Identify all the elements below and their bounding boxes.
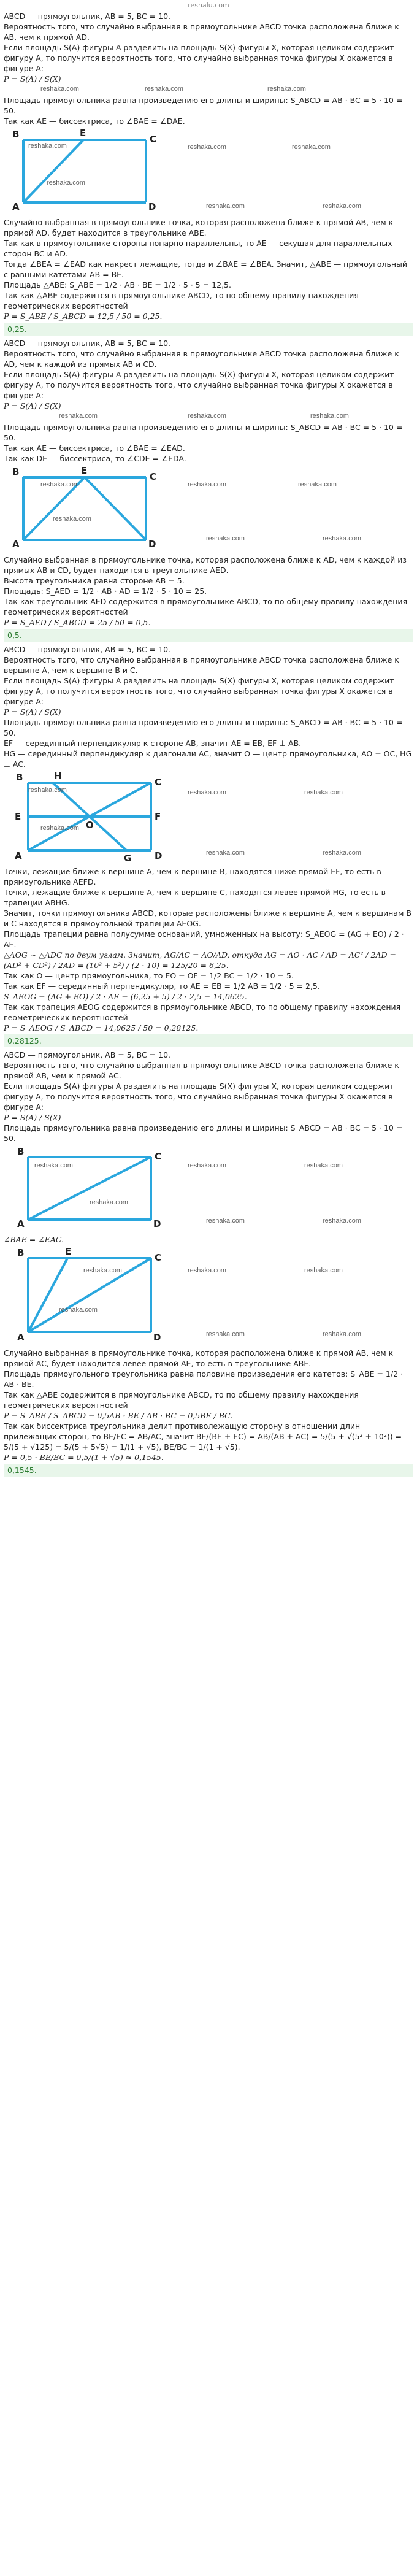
label-a: A: [12, 201, 20, 212]
label-c: C: [155, 1252, 162, 1263]
text: Так как △ABE содержится в прямоугольнике ABCD, то по общему правилу нахождения геометрических вероятностей: [4, 1390, 359, 1410]
text: Вероятность того, что случайно выбранная в прямоугольнике ABCD точка расположена ближе к AB, чем к прямой AD.: [4, 22, 399, 42]
text: Площадь прямоугольного треугольника равна половине произведения его катетов: S_ABE = 1/2 · AB · BE.: [4, 1369, 403, 1389]
label-g: G: [124, 853, 132, 864]
figure-rectangle-perpendiculars: [4, 772, 413, 864]
text: ABCD — прямоугольник, AB = 5, BC = 10.: [4, 1050, 171, 1059]
label-d: D: [153, 1218, 161, 1229]
watermark: reshaka.com: [304, 1267, 343, 1274]
watermark: reshaka.com: [267, 85, 306, 93]
watermark: reshaka.com: [206, 849, 245, 856]
text: Так как EF — серединный перпендикуляр, то AE = EB = 1/2 AB = 1/2 · 5 = 2,5.: [4, 982, 320, 991]
watermark: reshaka.com: [206, 535, 245, 542]
formula: S_AEOG = (AG + EO) / 2 · AE = (6,25 + 5) / 2 · 2,5 = 14,0625.: [4, 992, 247, 1001]
text: Если площадь S(A) фигуры A разделить на площадь S(X) фигуры X, которая целиком содержит фигуру A, то получится вероятность того, что случайно выбранная точка фигуры X окажется в фигуре A:: [4, 43, 394, 73]
formula: P = S_ABE / S_ABCD = 12,5 / 50 = 0,25.: [4, 312, 163, 321]
text: Если площадь S(A) фигуры A разделить на площадь S(X) фигуры X, которая целиком содержит фигуру A, то получится вероятность того, что случайно выбранная точка фигуры X окажется в фигуре A:: [4, 676, 394, 706]
text: Так как AE — биссектриса, то ∠BAE = ∠EAD.: [4, 444, 185, 453]
watermark: reshaka.com: [34, 1162, 73, 1169]
text: Так как трапеция AEOG содержится в прямоугольнике ABCD, то по общему правилу нахождения геометрических вероятностей: [4, 1002, 401, 1022]
watermark: reshaka.com: [298, 481, 337, 488]
watermark: reshaka.com: [323, 1217, 361, 1225]
label-b: B: [12, 466, 20, 477]
solution-4: [0, 1050, 417, 1477]
solution-3: [0, 644, 417, 1047]
label-c: C: [155, 777, 162, 788]
text: Вероятность того, что случайно выбранная в прямоугольнике ABCD точка расположена ближе к AD, чем к каждой из прямых AB и CD.: [4, 349, 399, 369]
watermark: reshaka.com: [188, 144, 226, 151]
watermark: reshaka.com: [304, 1162, 343, 1169]
text: Так как треугольник AED содержится в прямоугольнике ABCD, то по общему правилу нахождения геометрических вероятностей: [4, 597, 408, 617]
watermark-row: [4, 411, 413, 422]
figure-rectangle-bisector: [4, 129, 413, 215]
text: ABCD — прямоугольник, AB = 5, BC = 10.: [4, 12, 171, 21]
formula: P = S(A) / S(X): [4, 401, 61, 410]
solution-2: [0, 338, 417, 642]
label-b: B: [17, 1247, 25, 1258]
formula: P = 0,5 · BE/BC = 0,5/(1 + √5) ≈ 0,1545.: [4, 1453, 164, 1462]
watermark: reshaka.com: [40, 481, 79, 488]
watermark: reshaka.com: [188, 789, 226, 796]
label-a: A: [17, 1218, 25, 1229]
solution-1: [0, 11, 417, 336]
figure-rectangle-angle-bisector: [4, 1247, 413, 1345]
formula: P = S_ABE / S_ABCD = 0,5AB · BE / AB · BC = 0,5BE / BC.: [4, 1411, 233, 1420]
site-header[interactable]: reshalu.com: [188, 1, 229, 9]
watermark: reshaka.com: [188, 481, 226, 488]
label-a: A: [17, 1332, 25, 1343]
text: Значит, точки прямоугольника ABCD, которые расположены ближе к вершине A, чем к вершинам B и C находятся в прямоугольной трапеции AEOG.: [4, 909, 411, 928]
watermark: reshaka.com: [310, 412, 349, 420]
formula: P = S(A) / S(X): [4, 74, 61, 83]
figure-rectangle-two-bisectors: [4, 466, 413, 552]
text: Тогда ∠BEA = ∠EAD как накрест лежащие, тогда и ∠BAE = ∠BEA. Значит, △ABE — прямоугольный с равными катетами AB = BE.: [4, 260, 408, 279]
text: Площадь прямоугольника равна произведению его длины и ширины: S_ABCD = AB · BC = 5 · 10 = 50.: [4, 423, 403, 442]
text: Случайно выбранная в прямоугольнике точка, которая расположена ближе к AD, чем к каждой из прямых AB и CD, будет находится в треугольнике AED.: [4, 555, 407, 575]
label-a: A: [12, 539, 20, 550]
watermark: reshaka.com: [40, 85, 79, 93]
label-b: B: [16, 772, 23, 783]
bisector-de: [85, 477, 146, 540]
text: Случайно выбранная в прямоугольнике точка, которая расположена ближе к прямой AB, чем к прямой AD, будет находится в треугольнике ABE.: [4, 218, 394, 237]
label-c: C: [150, 471, 157, 482]
text: Площадь трапеции равна полусумме оснований, умноженных на высоту: S_AEOG = (AG + EO) / 2 · AE.: [4, 929, 404, 949]
watermark: reshaka.com: [40, 825, 79, 832]
label-d: D: [153, 1332, 161, 1343]
watermark: reshaka.com: [206, 1331, 245, 1338]
label-c: C: [155, 1151, 162, 1162]
answer-banner: 0,25.: [4, 323, 413, 336]
text: Площадь прямоугольника равна произведению его длины и ширины: S_ABCD = AB · BC = 5 · 10 = 50.: [4, 718, 403, 737]
formula: P = S_AED / S_ABCD = 25 / 50 = 0,5.: [4, 618, 151, 627]
text: Вероятность того, что случайно выбранная в прямоугольнике ABCD точка расположена ближе к вершине A, чем к вершине B и C.: [4, 655, 399, 675]
text: HG — серединный перпендикуляр к диагонали AC, значит O — центр прямоугольника, AO = OC, HG ⊥ AC.: [4, 749, 412, 769]
text: Высота треугольника равна стороне AB = 5.: [4, 576, 185, 585]
watermark: reshaka.com: [304, 789, 343, 796]
label-o: O: [86, 820, 94, 831]
watermark: reshaka.com: [90, 1199, 128, 1206]
label-h: H: [54, 772, 62, 782]
text: Площадь прямоугольника равна произведению его длины и ширины: S_ABCD = AB · BC = 5 · 10 = 50.: [4, 96, 403, 115]
label-e: E: [81, 466, 88, 476]
formula: ∠BAE = ∠EAC.: [4, 1235, 64, 1244]
text: Так как в прямоугольнике стороны попарно параллельны, то AE — секущая для параллельных сторон BC и AD.: [4, 239, 392, 258]
watermark: reshaka.com: [59, 412, 98, 420]
watermark: reshaka.com: [323, 202, 361, 210]
watermark: reshaka.com: [188, 1162, 226, 1169]
watermark: reshaka.com: [292, 144, 331, 151]
text: Площадь △ABE: S_ABE = 1/2 · AB · BE = 1/2 · 5 · 5 = 12,5.: [4, 280, 231, 290]
text: Случайно выбранная в прямоугольнике точка, которая расположена ближе к прямой AB, чем к прямой AC, будет находится левее прямой AE, то есть в треугольнике ABE.: [4, 1348, 394, 1368]
watermark: reshaka.com: [188, 1267, 226, 1274]
label-b: B: [17, 1146, 25, 1157]
text: Так как O — центр прямоугольника, то EO = OF = 1/2 BC = 1/2 · 10 = 5.: [4, 971, 294, 980]
text: Площадь: S_AED = 1/2 · AB · AD = 1/2 · 5 · 10 = 25.: [4, 586, 207, 596]
text: Вероятность того, что случайно выбранная в прямоугольнике ABCD точка расположена ближе к прямой AB, чем к прямой AC.: [4, 1061, 399, 1080]
text: Точки, лежащие ближе к вершине A, чем к вершине C, находятся левее прямой HG, то есть в трапеции ABHG.: [4, 888, 386, 907]
watermark: reshaka.com: [28, 142, 67, 150]
text: Площадь прямоугольника равна произведению его длины и ширины: S_ABCD = AB · BC = 5 · 10 = 50.: [4, 1123, 403, 1143]
formula: P = S_AEOG / S_ABCD = 14,0625 / 50 = 0,28125.: [4, 1023, 199, 1032]
answer-banner: 0,1545.: [4, 1464, 413, 1477]
formula: △AOG ∼ △ADC по двум углам. Значит, AG/AC = AO/AD, откуда AG = AO · AC / AD = AC² / 2AD = (AD² + CD²) / 2AD = (10² + 5²) / (2 · 10) = 125/20 = 6,25.: [4, 950, 396, 970]
text: Если площадь S(A) фигуры A разделить на площадь S(X) фигуры X, которая целиком содержит фигуру A, то получится вероятность того, что случайно выбранная точка фигуры X окажется в фигуре A:: [4, 1082, 394, 1112]
watermark: reshaka.com: [323, 535, 361, 542]
watermark-row: [4, 84, 413, 95]
text: Так как биссектриса треугольника делит противолежащую сторону в отношении длин прилежащих сторон, то BE/EC = AB/AC, значит BE/(BE + EC) = AB/(AB + AC) = 5/(5 + √(5² + 10²)) = 5/(5 + √125) = 5/(5 + 5√5) = 1/(1 + √5), BE/BC = 1/(1 + √5).: [4, 1421, 402, 1451]
text: Точки, лежащие ближе к вершине A, чем к вершине B, находятся ниже прямой EF, то есть в прямоугольнике AEFD.: [4, 867, 381, 886]
label-e: E: [15, 811, 21, 822]
label-e: E: [80, 129, 86, 139]
watermark: reshaka.com: [323, 849, 361, 856]
text: Если площадь S(A) фигуры A разделить на площадь S(X) фигуры X, которая целиком содержит фигуру A, то получится вероятность того, что случайно выбранная точка фигуры X окажется в фигуре A:: [4, 370, 394, 400]
figure-rectangle-diagonal: [4, 1146, 413, 1232]
watermark: reshaka.com: [59, 1306, 98, 1313]
answer-banner: 0,5.: [4, 629, 413, 642]
watermark: reshaka.com: [145, 85, 183, 93]
label-c: C: [150, 134, 157, 145]
watermark: reshaka.com: [53, 515, 91, 523]
watermark: reshaka.com: [323, 1331, 361, 1338]
watermark: reshaka.com: [47, 179, 85, 186]
text: Так как △ABE содержится в прямоугольнике ABCD, то по общему правилу нахождения геометрических вероятностей: [4, 291, 359, 310]
watermark: reshaka.com: [206, 202, 245, 210]
label-a: A: [15, 850, 22, 861]
formula: P = S(A) / S(X): [4, 1113, 61, 1122]
text: Так как DE — биссектриса, то ∠CDE = ∠EDA.: [4, 454, 186, 463]
text: Так как AE — биссектриса, то ∠BAE = ∠DAE.: [4, 117, 185, 126]
label-d: D: [155, 850, 163, 861]
text: EF — серединный перпендикуляр к стороне AB, значит AE = EB, EF ⊥ AB.: [4, 739, 302, 748]
answer-banner: 0,28125.: [4, 1034, 413, 1047]
watermark: reshaka.com: [188, 412, 226, 420]
label-d: D: [148, 201, 156, 212]
label-d: D: [148, 539, 156, 550]
label-b: B: [12, 129, 20, 140]
label-e: E: [65, 1247, 72, 1257]
formula: P = S(A) / S(X): [4, 707, 61, 717]
watermark: reshaka.com: [206, 1217, 245, 1225]
text: ABCD — прямоугольник, AB = 5, BC = 10.: [4, 645, 171, 654]
text: ABCD — прямоугольник, AB = 5, BC = 10.: [4, 339, 171, 348]
label-f: F: [155, 811, 161, 822]
watermark: reshaka.com: [28, 786, 67, 794]
watermark: reshaka.com: [83, 1267, 122, 1274]
